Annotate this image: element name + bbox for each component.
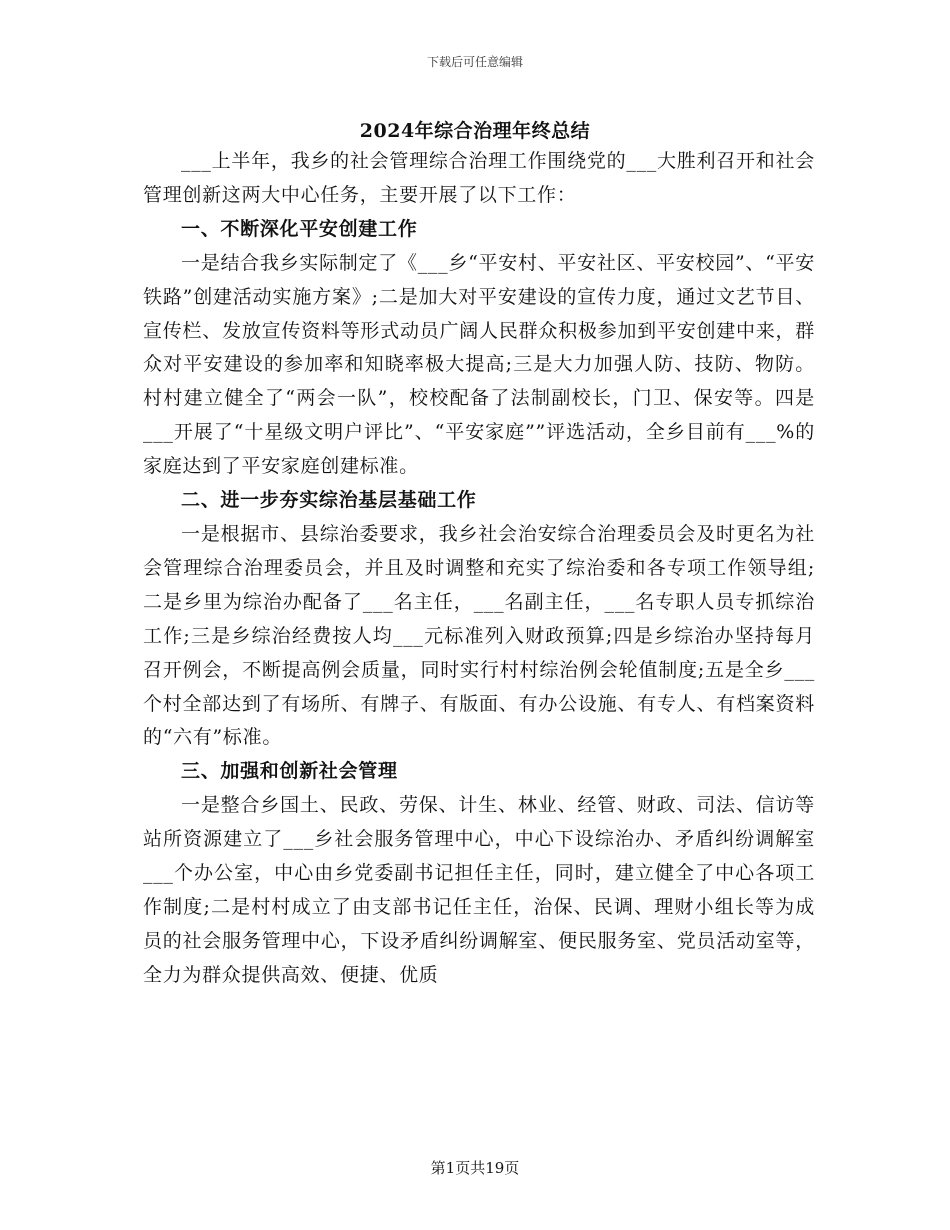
page-number: 第1页共19页 xyxy=(430,1159,520,1177)
section-heading-1: 一、不断深化平安创建工作 xyxy=(181,217,418,240)
document-body xyxy=(143,145,815,993)
section-heading-3: 三、加强和创新社会管理 xyxy=(181,760,398,783)
paragraph-section-3: 一是整合乡国土、民政、劳保、计生、林业、经管、财政、司法、信访等站所资源建立了___乡社会服务管理中心，中心下设综治办、矛盾纠纷调解室___个办公室，中心由乡党委副书记担任主任，同时，建立健全了中心各项工作制度;二是村村成立了由支部书记任主任，治保、民调、理财小组长等为成员的社会服务管理中心，下设矛盾纠纷调解室、便民服务室、党员活动室等，全力为群众提供高效、便捷、优质 xyxy=(143,794,815,986)
page-header-note: 下载后可任意编辑 xyxy=(426,55,523,69)
document-title: 2024年综合治理年终总结 xyxy=(359,120,591,142)
paragraph-intro: ___上半年，我乡的社会管理综合治理工作围绕党的___大胜利召开和社会管理创新这两大中心任务，主要开展了以下工作： xyxy=(143,150,815,206)
section-heading-2: 二、进一步夯实综治基层基础工作 xyxy=(181,489,477,512)
paragraph-section-1: 一是结合我乡实际制定了《___乡“平安村、平安社区、平安校园”、“平安铁路”创建活动实施方案》;二是加大对平安建设的宣传力度，通过文艺节目、宣传栏、发放宣传资料等形式动员广阔人民群众积极参加到平安创建中来，群众对平安建设的参加率和知晓率极大提高;三是大力加强人防、技防、物防。村村建立健全了“两会一队”，校校配备了法制副校长，门卫、保安等。四是___开展了“十星级文明户评比”、“平安家庭””评选活动，全乡目前有___%的家庭达到了平安家庭创建标准。 xyxy=(143,251,815,478)
paragraph-section-2: 一是根据市、县综治委要求，我乡社会治安综合治理委员会及时更名为社会管理综合治理委员会，并且及时调整和充实了综治委和各专项工作领导组;二是乡里为综治办配备了___名主任，___名副主任，___名专职人员专抓综治工作;三是乡综治经费按人均___元标准列入财政预算;四是乡综治办坚持每月召开例会，不断提高例会质量，同时实行村村综治例会轮值制度;五是全乡___个村全部达到了有场所、有牌子、有版面、有办公设施、有专人、有档案资料的“六有”标准。 xyxy=(143,522,815,749)
